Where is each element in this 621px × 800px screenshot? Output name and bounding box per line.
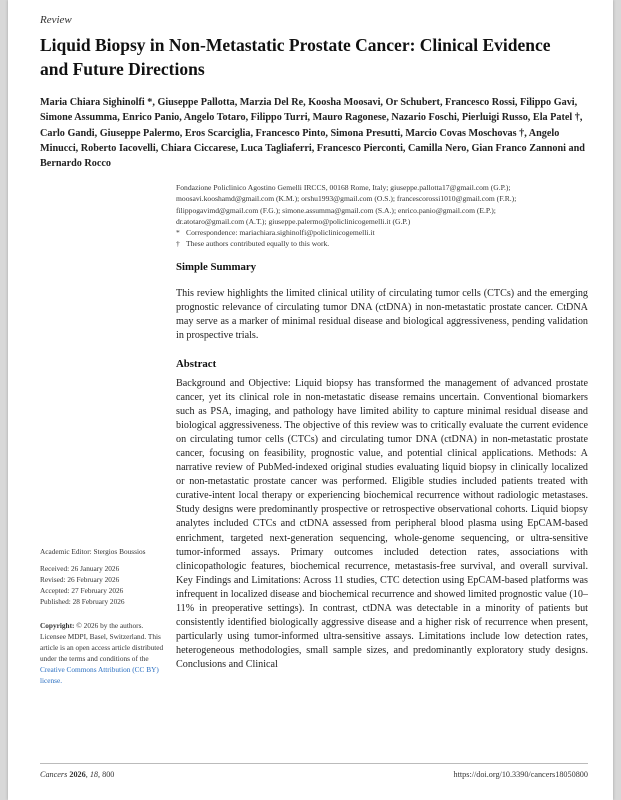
abstract-heading: Abstract	[176, 358, 217, 370]
received-date: Received: 26 January 2026	[40, 564, 120, 573]
journal-name: Cancers	[40, 770, 68, 779]
affiliation-block	[176, 182, 596, 250]
simple-summary-heading: Simple Summary	[176, 261, 257, 273]
accepted-date: Accepted: 27 February 2026	[40, 586, 124, 595]
published-date: Published: 28 February 2026	[40, 597, 125, 606]
copyright-block	[40, 620, 165, 686]
equal-contribution-text: These authors contributed equally to this work.	[186, 239, 330, 249]
license-link[interactable]: Creative Commons Attribution (CC BY) license.	[40, 665, 159, 685]
journal-year: 2026	[69, 770, 86, 779]
journal-citation: Cancers 2026, 18, 800	[40, 770, 115, 779]
affiliation-line: moosavi.kooshamd@gmail.com (K.M.); orshu1993@gmail.com (O.S.); francescorossi1010@gmail.com (F.R.);	[176, 194, 517, 204]
affiliation-line: Fondazione Policlinico Agostino Gemelli IRCCS, 00168 Rome, Italy; giuseppe.pallotta17@gmail.com (G.P.);	[176, 183, 511, 192]
doi-link[interactable]: https://doi.org/10.3390/cancers18050800	[453, 770, 588, 779]
abstract-text: Background and Objective: Liquid biopsy has transformed the management of advanced prostate cancer, yet its clinical role in non-metastatic disease remains uncertain. Conventional biomarkers such as PSA, imaging, and pathology have limited ability to capture minimal residual disease and biological aggressiveness. The objective of this review was to critically evaluate the current evidence on circulating tumor cells (CTCs) and circulating tumor DNA (ctDNA) in non-metastatic prostate cancer, focusing on feasibility, prognostic value, and potential clinical applications. Methods: A narrative review of PubMed-indexed original studies evaluating liquid biopsy in clinically localized or non-metastatic prostate cancer was performed. Eligible studies included patients treated with curative-intent local therapy or experiencing biochemical recurrence without radiologic metastases. Study designs were predominantly prospective or retrospective observational cohorts. Liquid biopsy analytes included CTCs and ctDNA assessed from peripheral blood plasma using EpCAM-based enrichment, targeted next-generation sequencing, whole-genome sequencing, or ultra-sensitive tumor-informed assays. Primary outcomes included detection rates, associations with clinicopathologic features, biochemical recurrence, metastasis-free survival, and overall survival. Key Findings and Limitations: Across 11 studies, CTC detection using EpCAM-based platforms was infrequent in localized disease and biochemical recurrence and showed limited prognostic value (10–11% in preoperative settings). In contrast, ctDNA was detectable in a minority of patients but consistently identified biologically aggressive disease and a higher risk of recurrence when present, particularly using tumor-informed ultra-sensitive assays. Limitations include low detection rates, heterogeneous methodologies, small sample sizes, and predominantly exploratory study designs. Conclusions and Clinical	[176, 378, 588, 670]
correspondence-mark: *	[176, 228, 180, 238]
academic-editor: Academic Editor: Stergios Boussios	[40, 547, 146, 556]
revised-date: Revised: 26 February 2026	[40, 575, 120, 584]
correspondence-note	[176, 227, 596, 238]
dates-block	[40, 563, 165, 607]
journal-volume: 18	[89, 770, 98, 779]
copyright-text: © 2026 by the authors. Licensee MDPI, Basel, Switzerland. This article is an open access article distributed under the terms and conditions of the	[40, 621, 164, 663]
correspondence-email[interactable]: Correspondence: mariachiara.sighinolfi@policlinicogemelli.it	[186, 228, 375, 238]
affiliation-line: filippogavimd@gmail.com (F.G.); simone.assumma@gmail.com (S.A.); enrico.panio@gmail.com (E.P.);	[176, 205, 496, 215]
equal-contribution-mark: †	[176, 239, 180, 249]
affiliation-line: dr.atotaro@gmail.com (A.T.); giuseppe.palermo@policlinicogemelli.it (G.P.)	[176, 216, 411, 226]
copyright-label: Copyright:	[40, 621, 75, 630]
journal-page: 800	[102, 770, 115, 779]
footer-divider	[40, 763, 588, 764]
article-type: Review	[40, 14, 72, 26]
paper-page	[8, 0, 613, 800]
article-title: Liquid Biopsy in Non-Metastatic Prostate Cancer: Clinical Evidence and Future Directions	[40, 35, 551, 79]
author-list: Maria Chiara Sighinolfi *, Giuseppe Pallotta, Marzia Del Re, Koosha Moosavi, Or Schubert, Francesco Rossi, Filippo Gavi, Simone Assumma, Enrico Panio, Angelo Totaro, Filippo Turri, Mauro Ragonese, Nazario Foschi, Pierluigi Russo, Ela Patel †, Carlo Gandi, Giuseppe Palermo, Eros Scarciglia, Francesco Pinto, Simona Presutti, Marcio Covas Moschovas †, Angelo Minucci, Roberto Iacovelli, Chiara Ciccarese, Luca Tagliaferri, Francesco Pierconti, Camilla Nero, Gian Franco Zannoni and Bernardo Rocco	[40, 97, 585, 170]
simple-summary-text: This review highlights the limited clinical utility of circulating tumor cells (CTCs) and the emerging prognostic relevance of circulating tumor DNA (ctDNA) in non-metastatic prostate cancer. CtDNA may serve as a marker of minimal residual disease and biological aggressiveness, pending validation in prospective trials.	[176, 288, 588, 342]
equal-contribution-note	[176, 238, 596, 249]
